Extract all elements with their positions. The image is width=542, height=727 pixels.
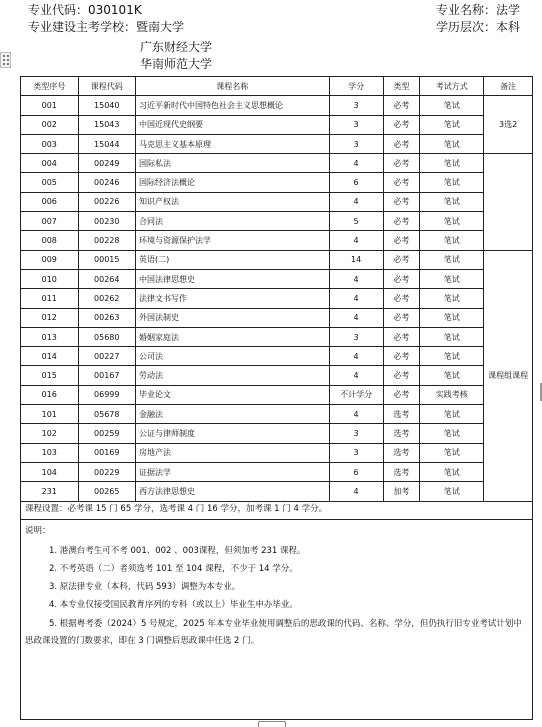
course-exam: 笔试 (420, 347, 484, 366)
course-credit: 4 (329, 289, 383, 308)
course-type: 选考 (383, 443, 419, 462)
course-type: 必考 (383, 96, 419, 115)
course-credit: 4 (329, 269, 383, 288)
table-row (21, 482, 533, 501)
course-code: 00263 (78, 308, 136, 327)
school-1: 暨南大学 (136, 20, 185, 34)
course-credit: 不计学分 (329, 385, 383, 404)
header-left (28, 2, 184, 36)
course-type: 必考 (383, 231, 419, 250)
course-seq: 014 (21, 347, 79, 366)
table-row (21, 347, 533, 366)
course-exam: 笔试 (420, 173, 484, 192)
course-name: 外国法制史 (136, 308, 330, 327)
course-type: 必考 (383, 192, 419, 211)
course-name: 公证与律师制度 (136, 424, 330, 443)
course-credit: 6 (329, 173, 383, 192)
note-item: 5. 根据粤考委（2024）5 号规定，2025 年本专业毕业使用调整后的思政课的代码、名称、学分，但仍执行旧专业考试计划中思政课设置的门数要求，即在 3 门调整后思政课中任选 2 门。 (25, 619, 522, 646)
course-credit: 4 (329, 347, 383, 366)
table-row (21, 212, 533, 231)
course-exam: 笔试 (420, 96, 484, 115)
level-value: 本科 (496, 20, 521, 34)
course-code: 00169 (78, 443, 136, 462)
header-credit: 学分 (329, 77, 383, 96)
course-code: 00229 (78, 462, 136, 481)
course-name: 西方法律思想史 (136, 482, 330, 501)
course-credit: 14 (329, 250, 383, 269)
course-exam: 笔试 (420, 134, 484, 153)
course-code: 00259 (78, 424, 136, 443)
major-name (436, 2, 520, 19)
course-code: 00228 (78, 231, 136, 250)
course-credit: 3 (329, 443, 383, 462)
course-name: 法律文书写作 (136, 289, 330, 308)
course-name: 国际私法 (136, 154, 330, 173)
course-exam: 笔试 (420, 289, 484, 308)
schools-row (28, 19, 184, 36)
course-name: 证据法学 (136, 462, 330, 481)
course-exam: 笔试 (420, 154, 484, 173)
course-credit: 3 (329, 327, 383, 346)
course-seq: 231 (21, 482, 79, 501)
table-row (21, 443, 533, 462)
course-seq: 015 (21, 366, 79, 385)
course-credit: 4 (329, 231, 383, 250)
course-exam: 笔试 (420, 405, 484, 424)
course-table-body (21, 96, 533, 501)
major-name-value: 法学 (496, 3, 521, 17)
course-type: 必考 (383, 134, 419, 153)
course-credit: 5 (329, 212, 383, 231)
course-seq: 006 (21, 192, 79, 211)
course-type: 必考 (383, 269, 419, 288)
course-type: 必考 (383, 347, 419, 366)
course-name: 国际经济法概论 (136, 173, 330, 192)
education-level (436, 19, 520, 36)
table-row (21, 115, 533, 134)
table-row (21, 462, 533, 481)
course-exam: 实践考核 (420, 385, 484, 404)
course-credit: 4 (329, 154, 383, 173)
table-row (21, 327, 533, 346)
course-type: 必考 (383, 173, 419, 192)
course-seq: 007 (21, 212, 79, 231)
course-exam: 笔试 (420, 250, 484, 269)
course-exam: 笔试 (420, 482, 484, 501)
course-seq: 103 (21, 443, 79, 462)
course-code: 15044 (78, 134, 136, 153)
note-item: 4. 本专业仅接受国民教育序列的专科（或以上）毕业生申办毕业。 (49, 600, 298, 610)
course-type: 选考 (383, 462, 419, 481)
course-type: 必考 (383, 212, 419, 231)
major-name-label: 专业名称： (436, 3, 497, 17)
course-seq: 010 (21, 269, 79, 288)
course-credit: 3 (329, 115, 383, 134)
header-remark: 备注 (484, 77, 533, 96)
course-type: 必考 (383, 289, 419, 308)
course-code: 00246 (78, 173, 136, 192)
course-code: 00249 (78, 154, 136, 173)
course-seq: 002 (21, 115, 79, 134)
course-code: 00226 (78, 192, 136, 211)
course-name: 房地产法 (136, 443, 330, 462)
header-seq: 类型序号 (21, 77, 79, 96)
course-name: 婚姻家庭法 (136, 327, 330, 346)
course-exam: 笔试 (420, 366, 484, 385)
notes-section (20, 520, 533, 720)
course-exam: 笔试 (420, 327, 484, 346)
table-row (21, 308, 533, 327)
major-code-value: 030101K (88, 3, 142, 17)
table-row (21, 289, 533, 308)
course-seq: 013 (21, 327, 79, 346)
course-exam: 笔试 (420, 462, 484, 481)
course-credit: 4 (329, 482, 383, 501)
course-seq: 009 (21, 250, 79, 269)
course-name: 合同法 (136, 212, 330, 231)
table-row (21, 96, 533, 115)
course-name: 知识产权法 (136, 192, 330, 211)
course-credit: 6 (329, 462, 383, 481)
course-type: 必考 (383, 250, 419, 269)
course-code: 05680 (78, 327, 136, 346)
notes-title: 说明： (25, 526, 51, 536)
header-right (436, 2, 520, 36)
table-row (21, 269, 533, 288)
course-name: 中国法律思想史 (136, 269, 330, 288)
header-type: 类型 (383, 77, 419, 96)
table-row (21, 405, 533, 424)
course-type: 选考 (383, 405, 419, 424)
course-exam: 笔试 (420, 269, 484, 288)
course-credit: 4 (329, 192, 383, 211)
course-exam: 笔试 (420, 212, 484, 231)
schools-list (140, 39, 212, 73)
course-code: 00264 (78, 269, 136, 288)
course-name: 英语(二) (136, 250, 330, 269)
course-seq: 001 (21, 96, 79, 115)
course-summary: 课程设置：必考课 15 门 65 学分，选考课 4 门 16 学分，加考课 1 门 4 学分。 (20, 500, 533, 520)
course-name: 公司法 (136, 347, 330, 366)
course-seq: 102 (21, 424, 79, 443)
school-3: 华南师范大学 (140, 57, 213, 71)
header-name: 课程名称 (136, 77, 330, 96)
course-seq: 004 (21, 154, 79, 173)
level-label: 学历层次： (436, 20, 497, 34)
course-credit: 4 (329, 308, 383, 327)
course-type: 必考 (383, 115, 419, 134)
course-remark: 课程组课程 (484, 250, 533, 501)
course-code: 00230 (78, 212, 136, 231)
table-row (21, 424, 533, 443)
course-name: 中国近现代史纲要 (136, 115, 330, 134)
course-credit: 4 (329, 405, 383, 424)
course-type: 选考 (383, 424, 419, 443)
course-seq: 005 (21, 173, 79, 192)
course-code: 00167 (78, 366, 136, 385)
course-code: 00015 (78, 250, 136, 269)
course-seq: 104 (21, 462, 79, 481)
school-2: 广东财经大学 (140, 40, 213, 54)
course-seq: 016 (21, 385, 79, 404)
course-name: 习近平新时代中国特色社会主义思想概论 (136, 96, 330, 115)
course-exam: 笔试 (420, 443, 484, 462)
course-type: 必考 (383, 385, 419, 404)
course-exam: 笔试 (420, 308, 484, 327)
course-code: 06999 (78, 385, 136, 404)
table-row (21, 250, 533, 269)
course-name: 环境与资源保护法学 (136, 231, 330, 250)
course-code: 15040 (78, 96, 136, 115)
course-type: 必考 (383, 308, 419, 327)
course-seq: 012 (21, 308, 79, 327)
table-row (21, 154, 533, 173)
course-type: 必考 (383, 154, 419, 173)
course-name: 毕业论文 (136, 385, 330, 404)
course-credit: 3 (329, 134, 383, 153)
course-exam: 笔试 (420, 115, 484, 134)
course-code: 00265 (78, 482, 136, 501)
course-type: 加考 (383, 482, 419, 501)
course-name: 马克思主义基本原理 (136, 134, 330, 153)
header-exam: 考试方式 (420, 77, 484, 96)
course-remark (484, 154, 533, 250)
course-name: 金融法 (136, 405, 330, 424)
table-row (21, 385, 533, 404)
course-seq: 008 (21, 231, 79, 250)
course-type: 必考 (383, 366, 419, 385)
table-row (21, 366, 533, 385)
course-type: 必考 (383, 327, 419, 346)
course-code: 15043 (78, 115, 136, 134)
table-row (21, 173, 533, 192)
course-remark: 3选2 (484, 96, 533, 154)
course-name: 劳动法 (136, 366, 330, 385)
note-item: 3. 原法律专业（本科，代码 593）调整为本专业。 (49, 582, 241, 592)
course-code: 05678 (78, 405, 136, 424)
major-code (28, 2, 184, 19)
note-item: 2. 不考英语（二）者须选考 101 至 104 课程，不少于 14 学分。 (49, 564, 298, 574)
table-move-handle-icon[interactable] (0, 52, 11, 68)
table-row (21, 231, 533, 250)
course-credit: 3 (329, 96, 383, 115)
schools-label: 专业建设主考学校： (28, 20, 137, 34)
course-seq: 003 (21, 134, 79, 153)
table-header-row (21, 77, 533, 96)
course-seq: 101 (21, 405, 79, 424)
course-exam: 笔试 (420, 231, 484, 250)
course-seq: 011 (21, 289, 79, 308)
course-code: 00227 (78, 347, 136, 366)
course-code: 00262 (78, 289, 136, 308)
course-table (20, 76, 533, 502)
table-row (21, 134, 533, 153)
page-tab-handle[interactable] (258, 721, 286, 727)
course-credit: 3 (329, 424, 383, 443)
course-exam: 笔试 (420, 424, 484, 443)
note-item: 1. 港澳台考生可不考 001、002 、003课程，但须加考 231 课程。 (49, 546, 306, 556)
course-exam: 笔试 (420, 192, 484, 211)
header-code: 课程代码 (78, 77, 136, 96)
course-credit: 4 (329, 366, 383, 385)
major-code-label: 专业代码： (28, 3, 89, 17)
table-row (21, 192, 533, 211)
